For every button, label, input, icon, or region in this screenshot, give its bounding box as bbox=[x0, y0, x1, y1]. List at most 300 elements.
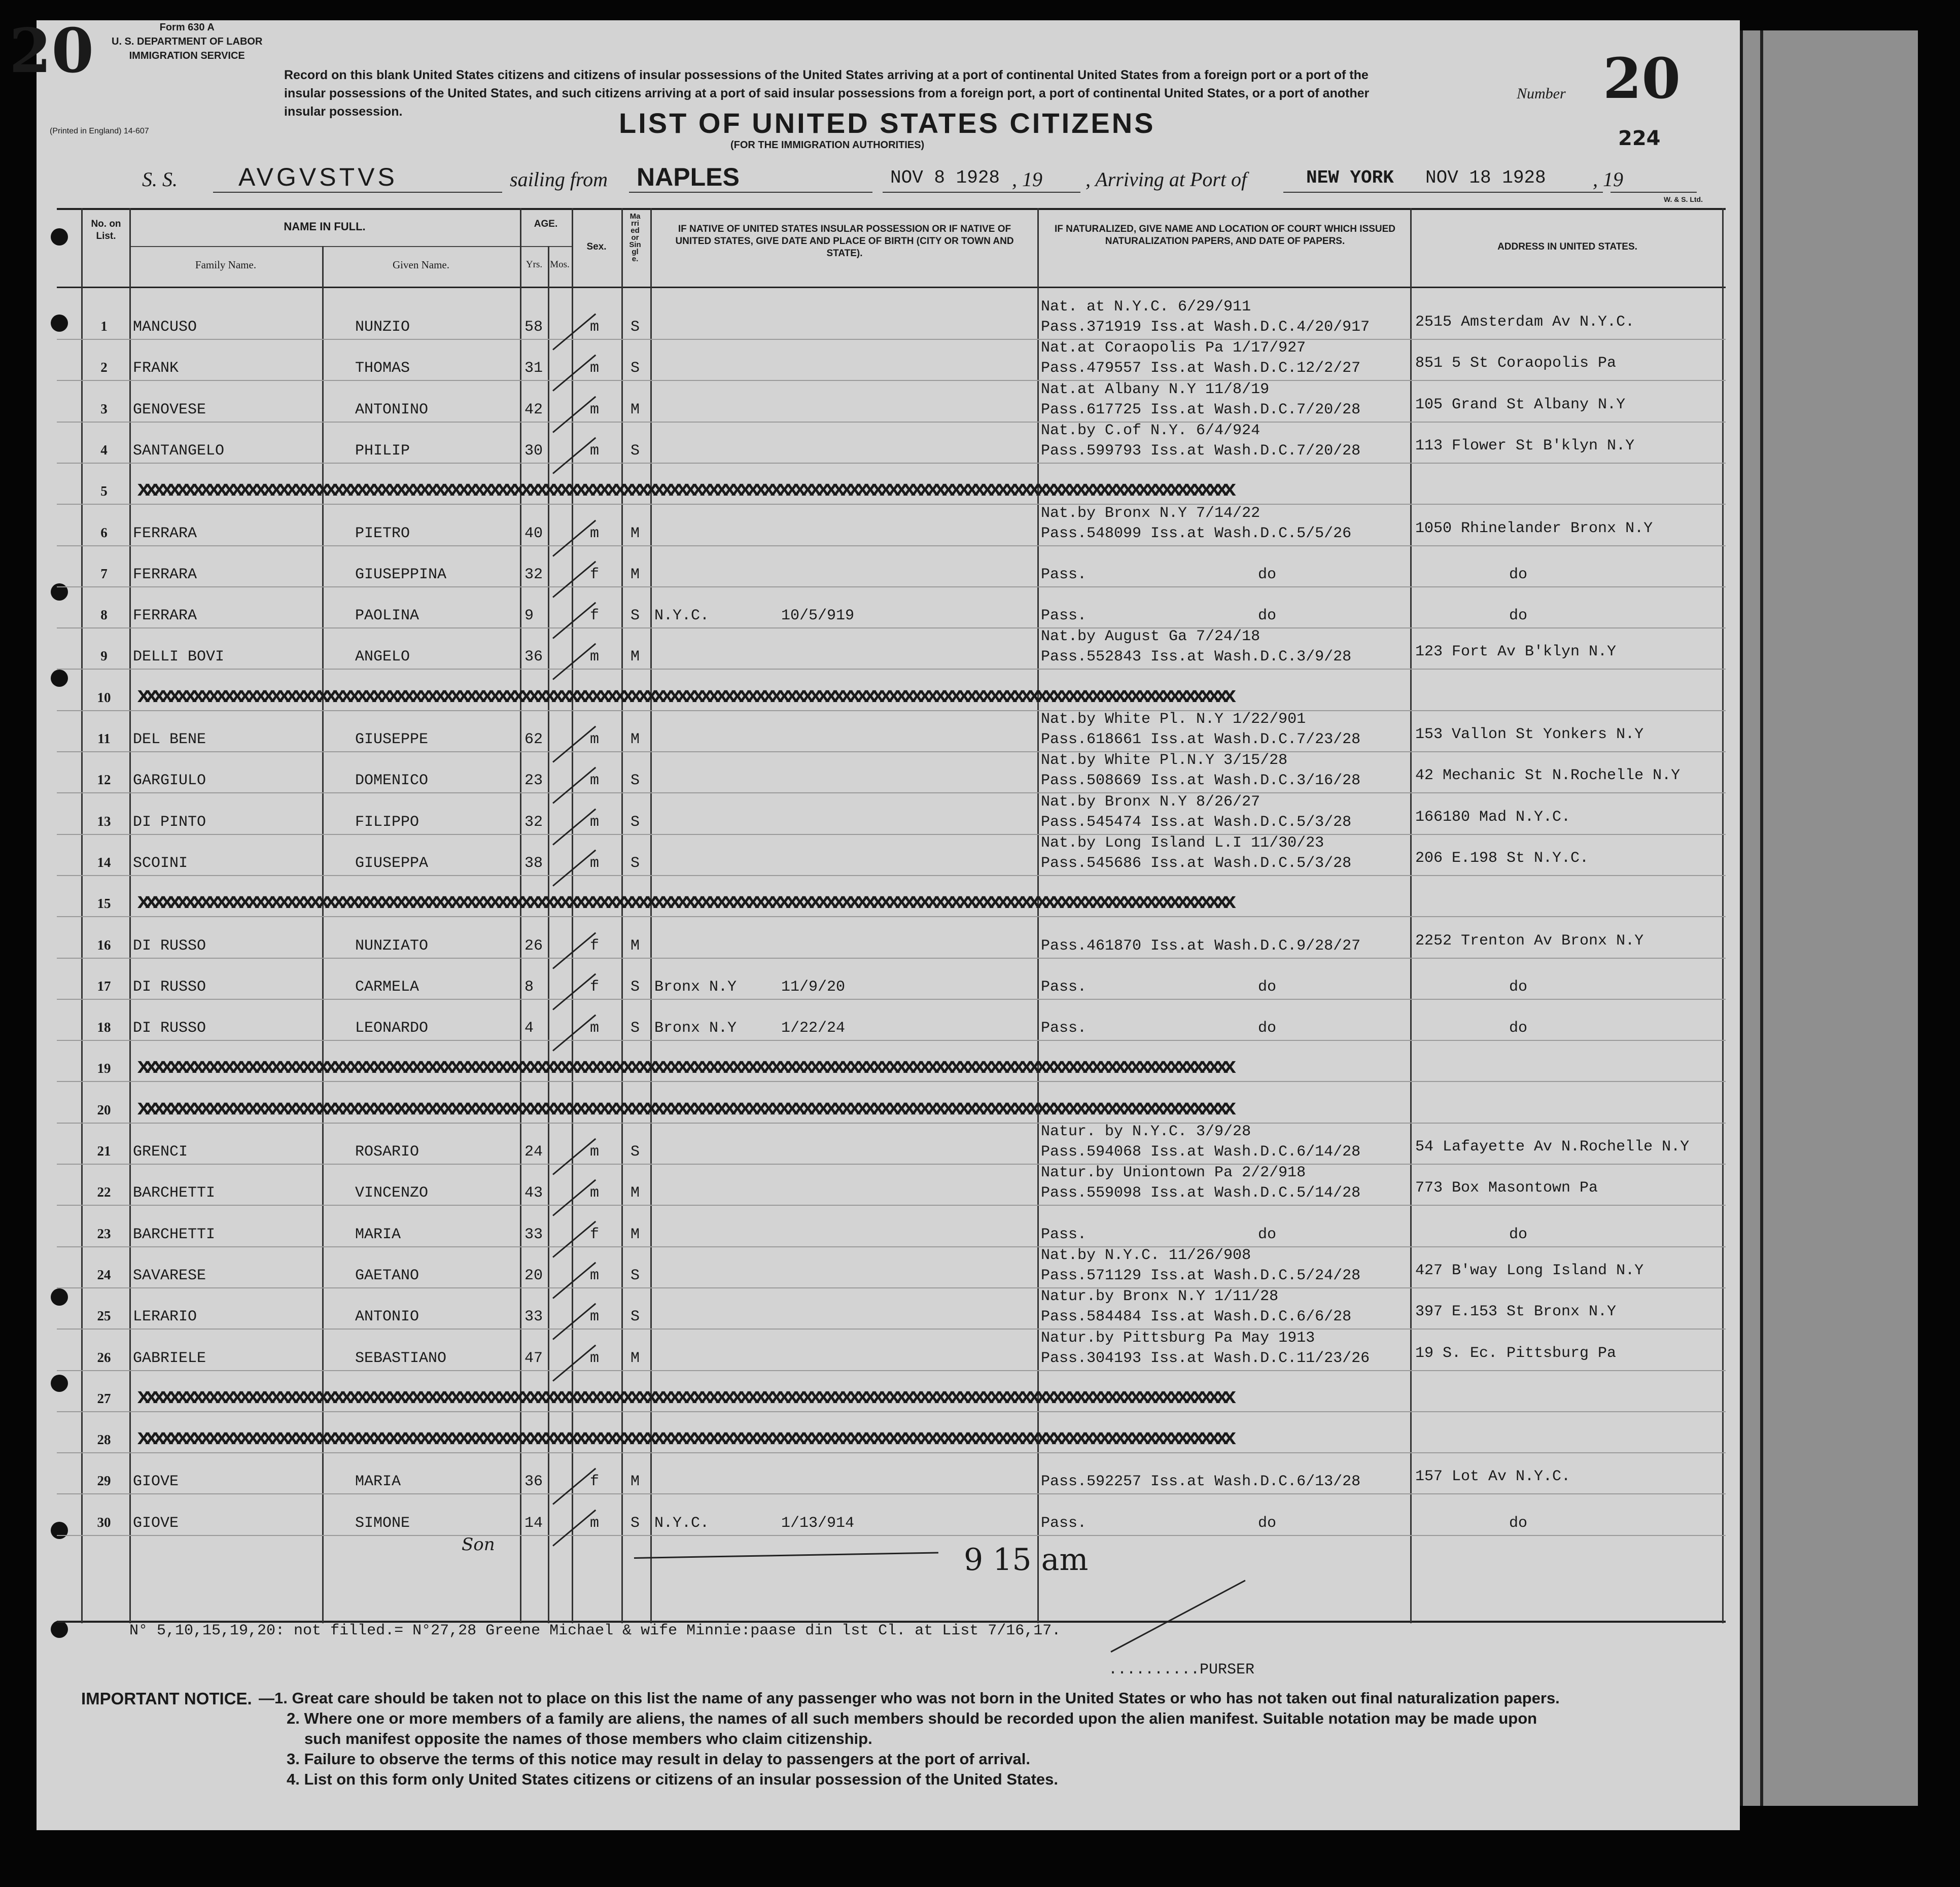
sex: m bbox=[590, 319, 600, 336]
sex: f bbox=[590, 1473, 600, 1491]
sex: m bbox=[590, 442, 600, 460]
table-top-border bbox=[57, 208, 1726, 210]
sex: m bbox=[590, 1349, 600, 1367]
passport-info: Pass. bbox=[1041, 1226, 1087, 1243]
passport-info: Pass.617725 Iss.at Wash.D.C.7/20/28 bbox=[1041, 401, 1361, 418]
passport-info: Pass. bbox=[1041, 1020, 1087, 1037]
marital-status: S bbox=[631, 1143, 640, 1161]
age-years: 24 bbox=[524, 1143, 543, 1161]
family-name: GARGIULO bbox=[133, 772, 206, 790]
col-header-yrs: Yrs. bbox=[526, 259, 543, 270]
given-name: ANGELO bbox=[355, 648, 410, 666]
passport-info: Pass.594068 Iss.at Wash.D.C.6/14/28 bbox=[1041, 1143, 1361, 1161]
age-years: 32 bbox=[524, 813, 543, 831]
passport-info: Pass.371919 Iss.at Wash.D.C.4/20/917 bbox=[1041, 319, 1370, 336]
row-rule bbox=[57, 586, 1726, 587]
footer-note: N° 5,10,15,19,20: not filled.= N°27,28 Greene Michael & wife Minnie:paase din lst Cl. at List 7/16,17. bbox=[129, 1622, 1061, 1639]
col-header-no: No. on List. bbox=[91, 219, 121, 241]
family-name: FERRARA bbox=[133, 566, 197, 583]
row-number: 12 bbox=[97, 772, 111, 788]
marital-status: S bbox=[631, 360, 640, 377]
row-number: 23 bbox=[97, 1226, 111, 1241]
marital-status: S bbox=[631, 978, 640, 996]
age-years: 8 bbox=[524, 978, 534, 996]
given-name: VINCENZO bbox=[355, 1184, 429, 1202]
row-number: 27 bbox=[97, 1390, 111, 1406]
row-number: 21 bbox=[97, 1143, 111, 1159]
printed-in-note: (Printed in England) 14-607 bbox=[50, 127, 149, 135]
us-address: 1050 Rhinelander Bronx N.Y bbox=[1415, 519, 1653, 537]
passport-info: Pass.618661 Iss.at Wash.D.C.7/23/28 bbox=[1041, 731, 1361, 748]
age-header-divider bbox=[520, 246, 572, 247]
ditto-mark: do bbox=[1258, 1226, 1277, 1243]
naturalization-court: Nat. at N.Y.C. 6/29/911 bbox=[1041, 298, 1251, 316]
family-name: SANTANGELO bbox=[133, 442, 225, 460]
given-name: SEBASTIANO bbox=[355, 1349, 447, 1367]
marital-status: S bbox=[631, 319, 640, 336]
age-years: 26 bbox=[524, 937, 543, 955]
given-name: ANTONIO bbox=[355, 1308, 419, 1326]
row-rule bbox=[57, 504, 1726, 505]
row-number: 8 bbox=[100, 607, 108, 623]
row-number: 4 bbox=[100, 442, 108, 458]
family-name: FERRARA bbox=[133, 525, 197, 542]
row-number: 15 bbox=[97, 896, 111, 912]
row-number: 28 bbox=[97, 1432, 111, 1448]
naturalization-court: Nat.by White Pl.N.Y 3/15/28 bbox=[1041, 752, 1288, 770]
underlying-page-edge bbox=[1740, 30, 1918, 1806]
sex: m bbox=[590, 813, 600, 831]
row-crossed-out: xxxxxxxxxxxxxxxxxxxxxxxxxxxxxxxxxxxxxxxxxxxxxxxxxxxxxxxxxxxxxxxxxxxxxxxxxxxxxxxxxxxxxxxxxxxxxxxxxxxxxxxxxxxxxxxxxxxxxxxxxxxxxxxxxxxxxxxxxxxx bbox=[137, 1055, 1231, 1080]
given-name: PIETRO bbox=[355, 525, 410, 542]
notice-item-4: 4. List on this form only United States citizens or citizens of an insular possession of the United States. bbox=[287, 1770, 1058, 1788]
row-number: 16 bbox=[97, 937, 111, 953]
family-name: SAVARESE bbox=[133, 1267, 206, 1284]
binder-hole bbox=[51, 314, 68, 332]
row-number: 18 bbox=[97, 1020, 111, 1035]
row-rule bbox=[57, 1040, 1726, 1041]
row-number: 30 bbox=[97, 1514, 111, 1530]
purser-line: ..........PURSER bbox=[1108, 1661, 1255, 1679]
passport-info: Pass. bbox=[1041, 978, 1087, 996]
family-name: GIOVE bbox=[133, 1473, 179, 1491]
naturalization-court: Nat.by August Ga 7/24/18 bbox=[1041, 628, 1261, 646]
birth-place: N.Y.C. bbox=[654, 607, 710, 625]
binder-hole bbox=[51, 1375, 68, 1392]
col-header-married: Married or Single. bbox=[629, 213, 641, 263]
row-rule bbox=[57, 422, 1726, 423]
col-header-mos: Mos. bbox=[550, 259, 570, 270]
family-name: GRENCI bbox=[133, 1143, 188, 1161]
age-years: 40 bbox=[524, 525, 543, 542]
passport-info: Pass.479557 Iss.at Wash.D.C.12/2/27 bbox=[1041, 360, 1361, 377]
sail-date: NOV 8 1928 bbox=[890, 167, 1000, 188]
col-header-family: Family Name. bbox=[195, 259, 257, 271]
marital-status: M bbox=[631, 1226, 640, 1243]
form-line: IMMIGRATION SERVICE bbox=[129, 50, 245, 61]
passport-info: Pass.559098 Iss.at Wash.D.C.5/14/28 bbox=[1041, 1184, 1361, 1202]
row-rule bbox=[57, 1535, 1726, 1536]
ditto-mark: do bbox=[1258, 1020, 1277, 1037]
passport-info: Pass. bbox=[1041, 566, 1087, 583]
marital-status: M bbox=[631, 1473, 640, 1491]
notice-item-1: —1. Great care should be taken not to place on this list the name of any passenger who was not born in the United States or who has not taken out final naturalization papers. bbox=[259, 1689, 1560, 1707]
birth-place: Bronx N.Y bbox=[654, 978, 737, 996]
given-name: ANTONINO bbox=[355, 401, 429, 418]
naturalization-court: Nat.by Bronx N.Y 7/14/22 bbox=[1041, 504, 1261, 522]
row-crossed-out: xxxxxxxxxxxxxxxxxxxxxxxxxxxxxxxxxxxxxxxxxxxxxxxxxxxxxxxxxxxxxxxxxxxxxxxxxxxxxxxxxxxxxxxxxxxxxxxxxxxxxxxxxxxxxxxxxxxxxxxxxxxxxxxxxxxxxxxxxxxx bbox=[137, 1096, 1231, 1122]
row-rule bbox=[57, 875, 1726, 876]
age-years: 30 bbox=[524, 442, 543, 460]
row-rule bbox=[57, 339, 1726, 340]
ditto-mark: do bbox=[1509, 607, 1528, 625]
passport-info: Pass.304193 Iss.at Wash.D.C.11/23/26 bbox=[1041, 1349, 1370, 1367]
us-address: 123 Fort Av B'klyn N.Y bbox=[1415, 643, 1617, 661]
col-header-insular-birth: IF NATIVE OF UNITED STATES INSULAR POSSESSION OR IF NATIVE OF UNITED STATES, GIVE DATE AND PLACE OF BIRTH (CITY OR TOWN AND STATE). bbox=[675, 224, 1014, 259]
row-number: 7 bbox=[100, 566, 108, 581]
naturalization-court: Nat.at Coraopolis Pa 1/17/927 bbox=[1041, 339, 1306, 357]
naturalization-court: Nat.by White Pl. N.Y 1/22/901 bbox=[1041, 711, 1306, 728]
arriving-label: , Arriving at Port of bbox=[1086, 168, 1247, 191]
given-name: GIUSEPPA bbox=[355, 854, 429, 872]
sheet-number: 224 bbox=[1618, 127, 1661, 150]
binder-hole bbox=[51, 1288, 68, 1306]
sex: m bbox=[590, 1308, 600, 1326]
passport-info: Pass.584484 Iss.at Wash.D.C.6/6/28 bbox=[1041, 1308, 1352, 1326]
us-address: 206 E.198 St N.Y.C. bbox=[1415, 849, 1589, 867]
age-years: 9 bbox=[524, 607, 534, 625]
row-rule bbox=[57, 1329, 1726, 1330]
marital-status: M bbox=[631, 648, 640, 666]
family-name: MANCUSO bbox=[133, 319, 197, 336]
given-name: PAOLINA bbox=[355, 607, 419, 625]
sex: m bbox=[590, 648, 600, 666]
row-rule bbox=[57, 627, 1726, 628]
record-instructions: Record on this blank United States citizens and citizens of insular possessions of the United States arriving at a port of continental United States from a foreign port or a port of the insular possessions of the United States, and such citizens arriving at a port of said insular possessions from a foreign port, a port of continental United States, or a port of another insular possession. bbox=[284, 68, 1370, 119]
birth-date: 10/5/919 bbox=[781, 607, 855, 625]
naturalization-court: Nat.by Long Island L.I 11/30/23 bbox=[1041, 834, 1324, 852]
row-rule bbox=[57, 958, 1726, 959]
port-from: NAPLES bbox=[637, 163, 740, 191]
passport-info: Pass.461870 Iss.at Wash.D.C.9/28/27 bbox=[1041, 937, 1361, 955]
family-name: DI RUSSO bbox=[133, 937, 206, 955]
family-name: BARCHETTI bbox=[133, 1226, 216, 1243]
sex: m bbox=[590, 525, 600, 542]
row-rule bbox=[57, 1081, 1726, 1082]
list-title: LIST OF UNITED STATES CITIZENS bbox=[619, 107, 1156, 139]
passport-info: Pass.548099 Iss.at Wash.D.C.5/5/26 bbox=[1041, 525, 1352, 542]
family-name: DI RUSSO bbox=[133, 1020, 206, 1037]
age-years: 14 bbox=[524, 1514, 543, 1532]
us-address: 42 Mechanic St N.Rochelle N.Y bbox=[1415, 767, 1681, 785]
ditto-mark: do bbox=[1258, 566, 1277, 583]
sex: f bbox=[590, 607, 600, 625]
col-header-address: ADDRESS IN UNITED STATES. bbox=[1497, 241, 1637, 252]
row-crossed-out: xxxxxxxxxxxxxxxxxxxxxxxxxxxxxxxxxxxxxxxxxxxxxxxxxxxxxxxxxxxxxxxxxxxxxxxxxxxxxxxxxxxxxxxxxxxxxxxxxxxxxxxxxxxxxxxxxxxxxxxxxxxxxxxxxxxxxxxxxxxx bbox=[137, 890, 1231, 916]
family-name: SCOINI bbox=[133, 854, 188, 872]
row-number: 9 bbox=[100, 648, 108, 664]
sex: m bbox=[590, 772, 600, 790]
ditto-mark: do bbox=[1509, 1226, 1528, 1243]
sex: f bbox=[590, 566, 600, 583]
row-number: 11 bbox=[97, 731, 111, 746]
sex: m bbox=[590, 401, 600, 418]
form-identifier bbox=[112, 20, 262, 63]
passport-info: Pass.545686 Iss.at Wash.D.C.5/3/28 bbox=[1041, 854, 1352, 872]
row-crossed-out: xxxxxxxxxxxxxxxxxxxxxxxxxxxxxxxxxxxxxxxxxxxxxxxxxxxxxxxxxxxxxxxxxxxxxxxxxxxxxxxxxxxxxxxxxxxxxxxxxxxxxxxxxxxxxxxxxxxxxxxxxxxxxxxxxxxxxxxxxxxx bbox=[137, 1384, 1231, 1410]
col-header-age: AGE. bbox=[534, 219, 558, 229]
sex: m bbox=[590, 1267, 600, 1284]
family-name: DI RUSSO bbox=[133, 978, 206, 996]
marital-status: S bbox=[631, 1267, 640, 1284]
col-divider bbox=[322, 246, 324, 1623]
row-crossed-out: xxxxxxxxxxxxxxxxxxxxxxxxxxxxxxxxxxxxxxxxxxxxxxxxxxxxxxxxxxxxxxxxxxxxxxxxxxxxxxxxxxxxxxxxxxxxxxxxxxxxxxxxxxxxxxxxxxxxxxxxxxxxxxxxxxxxxxxxxxxx bbox=[137, 1426, 1231, 1452]
sex: m bbox=[590, 1514, 600, 1532]
age-years: 58 bbox=[524, 319, 543, 336]
us-address: 2515 Amsterdam Av N.Y.C. bbox=[1415, 313, 1635, 331]
row-number: 6 bbox=[100, 525, 108, 540]
us-address: 851 5 St Coraopolis Pa bbox=[1415, 355, 1617, 372]
col-header-naturalization: IF NATURALIZED, GIVE NAME AND LOCATION OF COURT WHICH ISSUED NATURALIZATION PAPERS, AND DATE OF PAPERS. bbox=[1054, 224, 1395, 247]
page-number-right: 20 bbox=[1603, 46, 1681, 111]
row-rule bbox=[57, 380, 1726, 381]
row-rule bbox=[57, 999, 1726, 1000]
age-years: 33 bbox=[524, 1308, 543, 1326]
us-address: 773 Box Masontown Pa bbox=[1415, 1179, 1598, 1197]
given-name: CARMELA bbox=[355, 978, 419, 996]
row-rule bbox=[57, 669, 1726, 670]
list-subtitle: (FOR THE IMMIGRATION AUTHORITIES) bbox=[730, 139, 925, 151]
marital-status: S bbox=[631, 1308, 640, 1326]
given-name: MARIA bbox=[355, 1473, 401, 1491]
port-arrival: NEW YORK bbox=[1306, 167, 1394, 188]
birth-date: 11/9/20 bbox=[781, 978, 846, 996]
binder-hole bbox=[51, 228, 68, 246]
col-header-sex: Sex. bbox=[586, 241, 607, 252]
binder-hole bbox=[51, 1621, 68, 1638]
family-name: GENOVESE bbox=[133, 401, 206, 418]
page-fold bbox=[1760, 30, 1763, 1806]
sex: m bbox=[590, 731, 600, 748]
family-name: DEL BENE bbox=[133, 731, 206, 748]
naturalization-court: Nat.by Bronx N.Y 8/26/27 bbox=[1041, 793, 1261, 811]
given-name: NUNZIO bbox=[355, 319, 410, 336]
row-number: 19 bbox=[97, 1061, 111, 1076]
given-name: MARIA bbox=[355, 1226, 401, 1243]
us-address: 2252 Trenton Av Bronx N.Y bbox=[1415, 932, 1644, 950]
age-years: 36 bbox=[524, 648, 543, 666]
passport-info: Pass.599793 Iss.at Wash.D.C.7/20/28 bbox=[1041, 442, 1361, 460]
age-years: 4 bbox=[524, 1020, 534, 1037]
notice-item-3: 3. Failure to observe the terms of this notice may result in delay to passengers at the port of arrival. bbox=[287, 1750, 1031, 1768]
row-rule bbox=[57, 710, 1726, 711]
arrival-date: NOV 18 1928 bbox=[1425, 167, 1546, 188]
marital-status: M bbox=[631, 937, 640, 955]
passport-info: Pass.508669 Iss.at Wash.D.C.3/16/28 bbox=[1041, 772, 1361, 790]
name-header-divider bbox=[129, 246, 525, 247]
age-years: 47 bbox=[524, 1349, 543, 1367]
given-name: THOMAS bbox=[355, 360, 410, 377]
form-line: U. S. DEPARTMENT OF LABOR bbox=[112, 36, 263, 47]
notice-item-2: 2. Where one or more members of a family are aliens, the names of all such members should be recorded upon the alien manifest. Suitable notation may be made upon bbox=[287, 1709, 1537, 1727]
age-years: 31 bbox=[524, 360, 543, 377]
sex: f bbox=[590, 937, 600, 955]
row-rule bbox=[57, 1452, 1726, 1453]
marital-status: S bbox=[631, 813, 640, 831]
sex: m bbox=[590, 1184, 600, 1202]
year-suffix: , 19 bbox=[1012, 168, 1042, 191]
row-rule bbox=[57, 1370, 1726, 1371]
birth-date: 1/13/914 bbox=[781, 1514, 855, 1532]
naturalization-court: Natur.by Pittsburg Pa May 1913 bbox=[1041, 1329, 1315, 1347]
handwritten-son-note: Son bbox=[462, 1534, 495, 1555]
sex: m bbox=[590, 854, 600, 872]
family-name: DI PINTO bbox=[133, 813, 206, 831]
manifest-sheet bbox=[37, 20, 1740, 1830]
year-suffix: , 19 bbox=[1593, 168, 1623, 191]
age-years: 32 bbox=[524, 566, 543, 583]
family-name: FRANK bbox=[133, 360, 179, 377]
row-number: 13 bbox=[97, 813, 111, 829]
row-number: 2 bbox=[100, 360, 108, 375]
form-line: Form 630 A bbox=[159, 22, 215, 33]
marital-status: S bbox=[631, 772, 640, 790]
row-rule bbox=[57, 792, 1726, 793]
notice-item-2-cont: such manifest opposite the names of those members who claim citizenship. bbox=[304, 1730, 872, 1748]
sex: f bbox=[590, 978, 600, 996]
sex: m bbox=[590, 360, 600, 377]
sex: m bbox=[590, 1143, 600, 1161]
naturalization-court: Nat.at Albany N.Y 11/8/19 bbox=[1041, 380, 1270, 398]
age-years: 43 bbox=[524, 1184, 543, 1202]
marital-status: M bbox=[631, 566, 640, 583]
ditto-mark: do bbox=[1509, 566, 1528, 583]
ditto-mark: do bbox=[1258, 1514, 1277, 1532]
passport-info: Pass.592257 Iss.at Wash.D.C.6/13/28 bbox=[1041, 1473, 1361, 1491]
naturalization-court: Natur.by Bronx N.Y 1/11/28 bbox=[1041, 1288, 1279, 1306]
row-rule bbox=[57, 1123, 1726, 1124]
sailing-from-label: sailing from bbox=[510, 168, 608, 191]
age-years: 38 bbox=[524, 854, 543, 872]
passport-info: Pass.552843 Iss.at Wash.D.C.3/9/28 bbox=[1041, 648, 1352, 666]
ditto-mark: do bbox=[1258, 978, 1277, 996]
naturalization-court: Natur.by Uniontown Pa 2/2/918 bbox=[1041, 1164, 1306, 1182]
marital-status: M bbox=[631, 1349, 640, 1367]
us-address: 157 Lot Av N.Y.C. bbox=[1415, 1468, 1571, 1486]
col-divider bbox=[548, 246, 549, 1623]
passport-info: Pass.571129 Iss.at Wash.D.C.5/24/28 bbox=[1041, 1267, 1361, 1284]
passport-info: Pass. bbox=[1041, 607, 1087, 625]
given-name: FILIPPO bbox=[355, 813, 419, 831]
binder-hole bbox=[51, 1522, 68, 1539]
col-header-name: NAME IN FULL. bbox=[284, 220, 366, 233]
given-name: SIMONE bbox=[355, 1514, 410, 1532]
us-address: 105 Grand St Albany N.Y bbox=[1415, 396, 1626, 413]
row-number: 22 bbox=[97, 1184, 111, 1200]
family-name: DELLI BOVI bbox=[133, 648, 225, 666]
row-crossed-out: xxxxxxxxxxxxxxxxxxxxxxxxxxxxxxxxxxxxxxxxxxxxxxxxxxxxxxxxxxxxxxxxxxxxxxxxxxxxxxxxxxxxxxxxxxxxxxxxxxxxxxxxxxxxxxxxxxxxxxxxxxxxxxxxxxxxxxxxxxxx bbox=[137, 683, 1231, 709]
row-rule bbox=[57, 1287, 1726, 1288]
ditto-mark: do bbox=[1509, 1514, 1528, 1532]
age-years: 36 bbox=[524, 1473, 543, 1491]
us-address: 427 B'way Long Island N.Y bbox=[1415, 1262, 1644, 1279]
naturalization-court: Nat.by C.of N.Y. 6/4/924 bbox=[1041, 422, 1261, 439]
ditto-mark: do bbox=[1509, 1020, 1528, 1037]
row-crossed-out: xxxxxxxxxxxxxxxxxxxxxxxxxxxxxxxxxxxxxxxxxxxxxxxxxxxxxxxxxxxxxxxxxxxxxxxxxxxxxxxxxxxxxxxxxxxxxxxxxxxxxxxxxxxxxxxxxxxxxxxxxxxxxxxxxxxxxxxxxxxx bbox=[137, 477, 1231, 503]
row-number: 3 bbox=[100, 401, 108, 416]
marital-status: S bbox=[631, 1020, 640, 1037]
us-address: 19 S. Ec. Pittsburg Pa bbox=[1415, 1344, 1617, 1362]
row-rule bbox=[57, 545, 1726, 546]
naturalization-court: Natur. by N.Y.C. 3/9/28 bbox=[1041, 1123, 1251, 1140]
given-name: GAETANO bbox=[355, 1267, 419, 1284]
ship-name: AVGVSTVS bbox=[238, 163, 398, 191]
birth-place: Bronx N.Y bbox=[654, 1020, 737, 1037]
given-name: PHILIP bbox=[355, 442, 410, 460]
family-name: BARCHETTI bbox=[133, 1184, 216, 1202]
age-years: 62 bbox=[524, 731, 543, 748]
given-name: GIUSEPPE bbox=[355, 731, 429, 748]
sex: f bbox=[590, 1226, 600, 1243]
ss-label: S. S. bbox=[142, 168, 178, 191]
us-address: 54 Lafayette Av N.Rochelle N.Y bbox=[1415, 1138, 1690, 1156]
marital-status: M bbox=[631, 1184, 640, 1202]
sex: m bbox=[590, 1020, 600, 1037]
row-number: 26 bbox=[97, 1349, 111, 1365]
row-rule bbox=[57, 1246, 1726, 1247]
age-years: 33 bbox=[524, 1226, 543, 1243]
row-number: 24 bbox=[97, 1267, 111, 1282]
family-name: LERARIO bbox=[133, 1308, 197, 1326]
given-name: GIUSEPPINA bbox=[355, 566, 447, 583]
given-name: ROSARIO bbox=[355, 1143, 419, 1161]
marital-status: M bbox=[631, 401, 640, 418]
given-name: NUNZIATO bbox=[355, 937, 429, 955]
marital-status: S bbox=[631, 442, 640, 460]
row-rule bbox=[57, 1205, 1726, 1206]
row-number: 29 bbox=[97, 1473, 111, 1489]
marital-status: S bbox=[631, 854, 640, 872]
header-bottom-border bbox=[57, 287, 1726, 288]
passport-info: Pass.545474 Iss.at Wash.D.C.5/3/28 bbox=[1041, 813, 1352, 831]
row-number: 1 bbox=[100, 319, 108, 334]
row-number: 20 bbox=[97, 1102, 111, 1117]
row-rule bbox=[57, 1411, 1726, 1412]
arrival-time-stamp: 9 15 am bbox=[964, 1542, 1089, 1578]
binder-hole bbox=[51, 670, 68, 687]
family-name: GABRIELE bbox=[133, 1349, 206, 1367]
printer-mark: W. & S. Ltd. bbox=[1664, 195, 1703, 203]
row-number: 25 bbox=[97, 1308, 111, 1324]
page-number-left: 20 bbox=[9, 15, 94, 87]
row-number: 5 bbox=[100, 483, 108, 499]
row-rule bbox=[57, 1493, 1726, 1494]
us-address: 153 Vallon St Yonkers N.Y bbox=[1415, 726, 1644, 743]
passport-info: Pass. bbox=[1041, 1514, 1087, 1532]
us-address: 113 Flower St B'klyn N.Y bbox=[1415, 437, 1635, 455]
naturalization-court: Nat.by N.Y.C. 11/26/908 bbox=[1041, 1246, 1251, 1264]
number-label: Number bbox=[1517, 85, 1566, 102]
col-header-given: Given Name. bbox=[393, 259, 449, 271]
ditto-mark: do bbox=[1258, 607, 1277, 625]
age-years: 42 bbox=[524, 401, 543, 418]
family-name: FERRARA bbox=[133, 607, 197, 625]
given-name: DOMENICO bbox=[355, 772, 429, 790]
given-name: LEONARDO bbox=[355, 1020, 429, 1037]
marital-status: S bbox=[631, 607, 640, 625]
row-rule bbox=[57, 751, 1726, 752]
ditto-mark: do bbox=[1509, 978, 1528, 996]
